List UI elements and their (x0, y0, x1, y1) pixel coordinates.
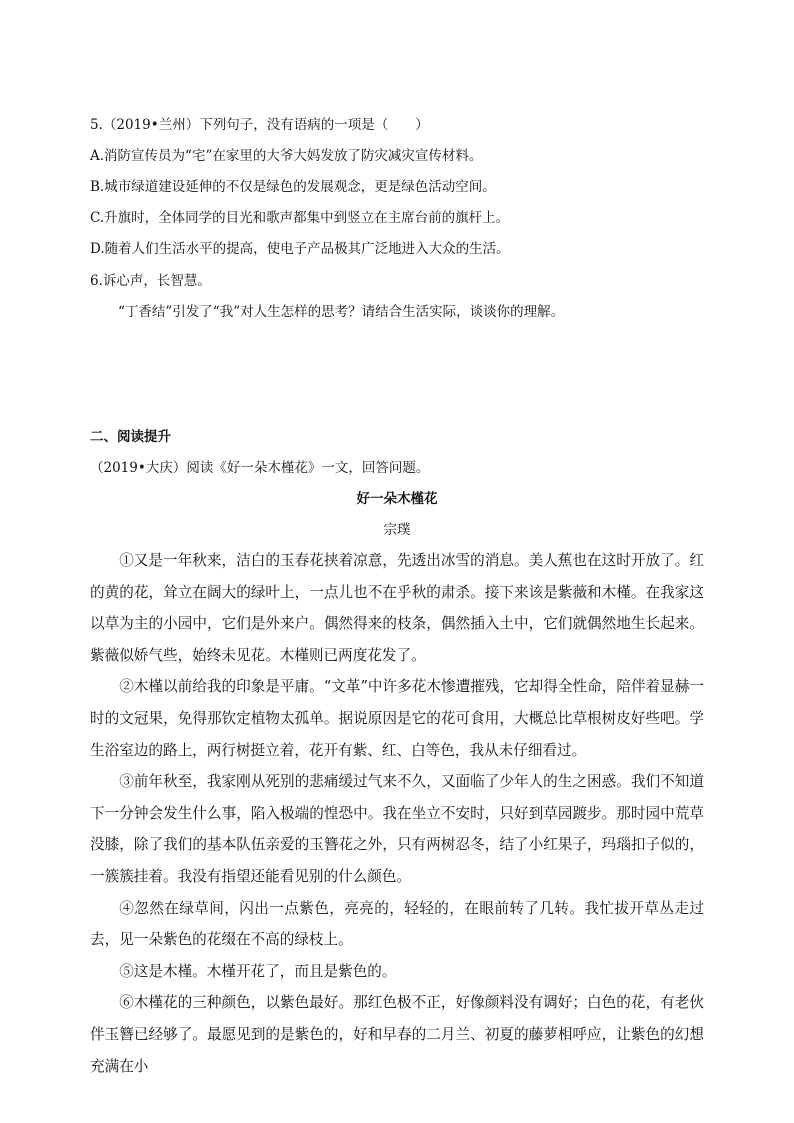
paragraph-2: ②木槿以前给我的印象是平庸。“文革”中许多花木惨遭摧残，它却得全性命，陪伴着显赫一时的文冠果，免得那钦定植物太孤单。据说原因是它的花可食用，大概总比草根树皮好些吧。学生浴室边的路上，两行树挺立着，花开有紫、红、白等色，我从未仔细看过。 (90, 678, 704, 759)
question-5-stem: 5.（2019•兰州）下列句子，没有语病的一项是（ ） (90, 117, 429, 133)
question-6-stem: 6.诉心声，长智慧。 (90, 273, 211, 289)
option-b: B.城市绿道建设延伸的不仅是绿色的发展观念，更是绿色活动空间。 (90, 179, 496, 195)
option-c: C.升旗时，全体同学的目光和歌声都集中到竖立在主席台前的旗杆上。 (90, 210, 510, 226)
option-a: A.消防宣传员为“宅”在家里的大爷大妈发放了防灾减灾宣传材料。 (90, 148, 483, 164)
article-author: 宗璞 (383, 522, 411, 538)
paragraph-5: ⑤这是木槿。木槿开花了，而且是紫色的。 (119, 962, 397, 980)
paragraph-1: ①又是一年秋来，洁白的玉春花挟着凉意，先透出冰雪的消息。美人蕉也在这时开放了。红的黄的花，耸立在阔大的绿叶上，一点儿也不在乎秋的肃杀。接下来该是紫薇和木槿。在我家这以草为主的小园中，它们是外来户。偶然得来的枝条，偶然插入土中，它们就偶然地生长起来。紫薇似娇气些，始终未见花。木槿则已两度花发了。 (90, 552, 704, 664)
option-d: D.随着人们生活水平的提高，使电子产品极其广泛地进入大众的生活。 (90, 241, 510, 257)
reading-intro: （2019•大庆）阅读《好一朵木槿花》一文，回答问题。 (90, 460, 430, 476)
article-title: 好一朵木槿花 (356, 491, 438, 507)
article-body (90, 545, 704, 1082)
paragraph-4: ④忽然在绿草间，闪出一点紫色，亮亮的，轻轻的，在眼前转了几转。我忙拔开草丛走过去，见一朵紫色的花缀在不高的绿枝上。 (90, 899, 704, 949)
paragraph-6: ⑥木槿花的三种颜色，以紫色最好。那红色极不正，好像颜料没有调好；白色的花，有老伙伴玉簪已经够了。最愿见到的是紫色的，好和早春的二月兰、初夏的藤萝相呼应，让紫色的幻想充满在小 (90, 994, 704, 1075)
question-6-prompt: “丁香结”引发了“我”对人生怎样的思考？请结合生活实际，谈谈你的理解。 (118, 304, 565, 320)
paragraph-3: ③前年秋至，我家刚从死别的悲痛缓过气来不久，又面临了少年人的生之困惑。我们不知道下一分钟会发生什么事，陷入极端的惶恐中。我在坐立不安时，只好到草园踱步。那时园中荒草没膝，除了我们的基本队伍亲爱的玉簪花之外，只有两树忍冬，结了小红果子，玛瑙扣子似的，一簇簇挂着。我没有指望还能看见别的什么颜色。 (90, 773, 704, 885)
section-heading: 二、阅读提升 (90, 429, 171, 445)
